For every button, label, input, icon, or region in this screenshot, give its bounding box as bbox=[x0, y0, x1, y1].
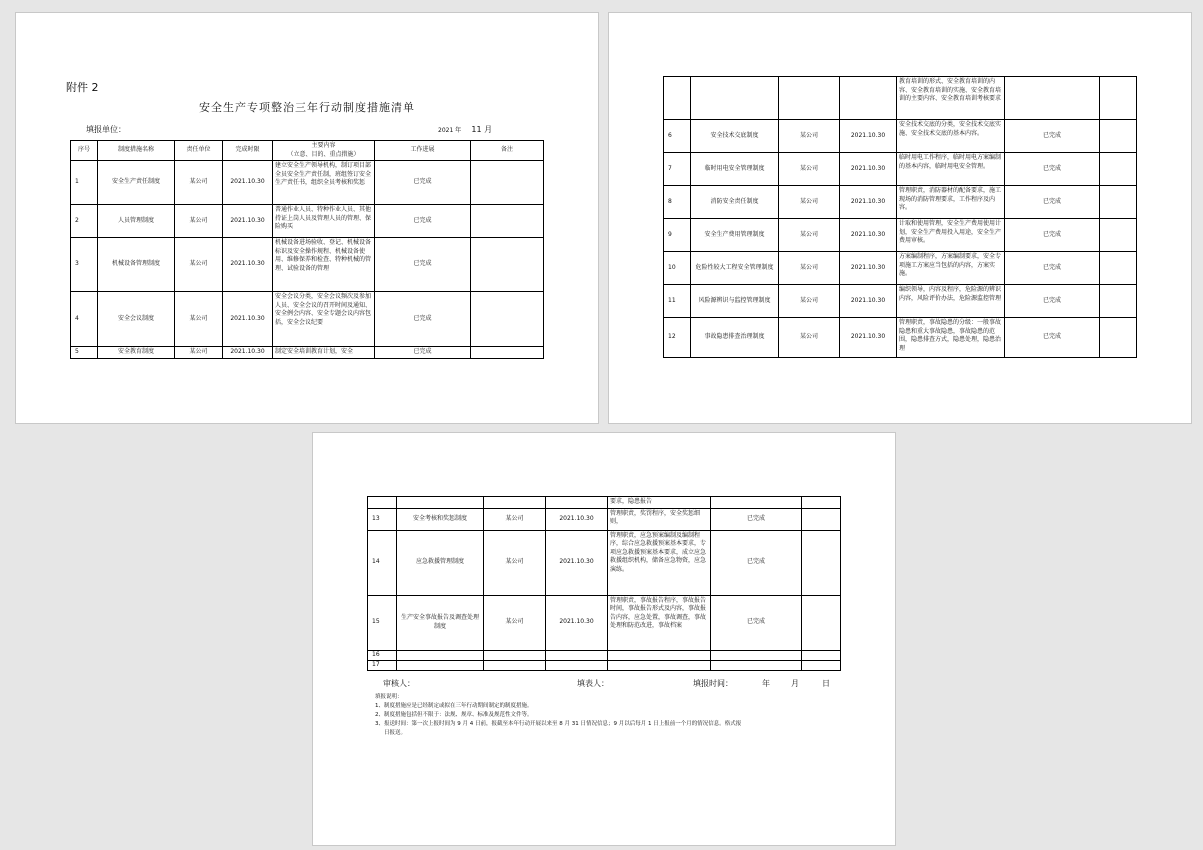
row-seq: 14 bbox=[368, 530, 397, 595]
document-page-2 bbox=[608, 12, 1192, 424]
row-responsible-unit: 某公司 bbox=[175, 292, 223, 347]
row-seq: 4 bbox=[71, 292, 98, 347]
row-remark bbox=[471, 292, 544, 347]
row-measure-name: 消防安全责任制度 bbox=[691, 186, 779, 219]
row-measure-name: 机械设备管理制度 bbox=[98, 238, 175, 292]
row-deadline bbox=[546, 497, 608, 509]
table-row bbox=[71, 292, 544, 347]
row-seq: 16 bbox=[368, 650, 397, 660]
row-seq: 3 bbox=[71, 238, 98, 292]
day-label: 日 bbox=[822, 679, 830, 688]
row-responsible-unit bbox=[484, 497, 546, 509]
row-main-content: 方案编制程序，方案编制要求，安全专项施工方案应当包括的内容，方案实施。 bbox=[897, 252, 1005, 285]
note-line: 2、制度措施包括但不限于：法规、规章、标准及规范性文件等。 bbox=[375, 712, 533, 718]
table-row bbox=[664, 186, 1137, 219]
filling-month: 11 月 bbox=[471, 125, 493, 134]
row-responsible-unit bbox=[484, 660, 546, 670]
header-dept: 责任单位 bbox=[175, 141, 223, 161]
row-seq: 6 bbox=[664, 120, 691, 153]
row-deadline: 2021.10.30 bbox=[223, 238, 273, 292]
row-remark bbox=[802, 660, 841, 670]
row-progress bbox=[711, 497, 802, 509]
row-measure-name: 人员管理制度 bbox=[98, 205, 175, 238]
row-measure-name bbox=[691, 77, 779, 120]
table-row bbox=[664, 252, 1137, 285]
row-remark bbox=[471, 238, 544, 292]
year-label: 年 bbox=[762, 679, 770, 688]
row-measure-name: 风险源辨识与监控管理制度 bbox=[691, 285, 779, 318]
row-responsible-unit: 某公司 bbox=[779, 285, 840, 318]
reviewer-label: 审核人： bbox=[383, 679, 415, 688]
row-remark bbox=[471, 347, 544, 359]
row-measure-name bbox=[397, 650, 484, 660]
row-progress: 已完成 bbox=[1005, 186, 1100, 219]
filling-instructions bbox=[375, 693, 855, 738]
table-row bbox=[71, 347, 544, 359]
row-main-content: 编织领导，内容及程序，危险源的辨识内容，风险评价办法，危险源监控管理 bbox=[897, 285, 1005, 318]
row-seq: 2 bbox=[71, 205, 98, 238]
row-remark bbox=[1100, 153, 1137, 186]
row-responsible-unit: 某公司 bbox=[779, 186, 840, 219]
row-main-content: 建立安全生产领导机构，制订项目部全员安全生产责任制，班组签订安全生产责任书，组织全员考核和奖惩 bbox=[273, 161, 375, 205]
row-seq: 7 bbox=[664, 153, 691, 186]
header-content-line2: （立意、目的、重点措施） bbox=[287, 150, 360, 158]
row-measure-name: 生产安全事故报告及调查处理制度 bbox=[397, 595, 484, 650]
row-progress: 已完成 bbox=[1005, 153, 1100, 186]
row-responsible-unit: 某公司 bbox=[484, 508, 546, 530]
row-remark bbox=[1100, 120, 1137, 153]
row-measure-name: 安全考核和奖惩制度 bbox=[397, 508, 484, 530]
row-progress: 已完成 bbox=[711, 508, 802, 530]
row-remark bbox=[1100, 186, 1137, 219]
table-row bbox=[368, 530, 841, 595]
row-main-content: 教育培训的形式、安全教育培训的内容、安全教育培训的实施、安全教育培训的主要内容、安全教育培训考核要求 bbox=[897, 77, 1005, 120]
annex-label: 附件 2 bbox=[66, 81, 99, 94]
header-progress: 工作进展 bbox=[375, 141, 471, 161]
row-progress bbox=[711, 650, 802, 660]
row-main-content: 管理职责，事故报告程序，事故报告时间，事故报告形式及内容，事故报告内容，应急处置，事故调查，事故处理和防范改进，事故档案 bbox=[608, 595, 711, 650]
row-seq: 12 bbox=[664, 318, 691, 358]
row-remark bbox=[471, 205, 544, 238]
row-responsible-unit: 某公司 bbox=[779, 219, 840, 252]
row-deadline: 2021.10.30 bbox=[840, 120, 897, 153]
row-progress bbox=[711, 660, 802, 670]
row-seq: 15 bbox=[368, 595, 397, 650]
row-seq: 11 bbox=[664, 285, 691, 318]
row-responsible-unit: 某公司 bbox=[779, 120, 840, 153]
row-responsible-unit: 某公司 bbox=[175, 205, 223, 238]
row-remark bbox=[1100, 252, 1137, 285]
row-responsible-unit: 某公司 bbox=[484, 595, 546, 650]
measures-table-part-2 bbox=[663, 76, 1137, 358]
row-seq: 10 bbox=[664, 252, 691, 285]
row-main-content: 安全技术交底的分类，安全技术交底实施、安全技术交底的基本内容。 bbox=[897, 120, 1005, 153]
row-deadline: 2021.10.30 bbox=[546, 530, 608, 595]
measures-table-part-1 bbox=[70, 140, 544, 359]
row-main-content bbox=[608, 660, 711, 670]
row-seq: 5 bbox=[71, 347, 98, 359]
header-content bbox=[273, 141, 375, 161]
header-time: 完成时限 bbox=[223, 141, 273, 161]
row-remark bbox=[1100, 77, 1137, 120]
row-deadline: 2021.10.30 bbox=[840, 318, 897, 358]
row-main-content: 机械设备进场验收、登记、机械设备标识及安全操作规程、机械设备使用、维修保养和检查、特种机械的管理、试验设备的管理 bbox=[273, 238, 375, 292]
row-responsible-unit: 某公司 bbox=[175, 347, 223, 359]
row-main-content: 管理职责，消防器材的配备要求，施工现场的消防管理要求，工作程序及内容。 bbox=[897, 186, 1005, 219]
row-remark bbox=[1100, 219, 1137, 252]
table-row bbox=[368, 497, 841, 509]
row-measure-name: 应急救援管理制度 bbox=[397, 530, 484, 595]
row-measure-name: 安全会议制度 bbox=[98, 292, 175, 347]
row-progress: 已完成 bbox=[375, 161, 471, 205]
filling-date bbox=[438, 124, 492, 135]
row-deadline bbox=[840, 77, 897, 120]
document-title: 安全生产专项整治三年行动制度措施清单 bbox=[199, 101, 415, 114]
table-header-row bbox=[71, 141, 544, 161]
row-deadline: 2021.10.30 bbox=[840, 252, 897, 285]
month-label: 月 bbox=[791, 679, 799, 688]
filler-label: 填表人： bbox=[577, 679, 609, 688]
row-remark bbox=[1100, 318, 1137, 358]
filling-year: 2021 年 bbox=[438, 127, 462, 134]
row-remark bbox=[471, 161, 544, 205]
row-deadline bbox=[546, 660, 608, 670]
row-seq: 9 bbox=[664, 219, 691, 252]
row-progress: 已完成 bbox=[1005, 120, 1100, 153]
row-measure-name: 事故隐患排查治理制度 bbox=[691, 318, 779, 358]
row-measure-name: 安全生产责任制度 bbox=[98, 161, 175, 205]
table-row bbox=[71, 161, 544, 205]
table-row bbox=[368, 508, 841, 530]
measures-table-part-3 bbox=[367, 496, 841, 671]
row-responsible-unit bbox=[779, 77, 840, 120]
row-measure-name: 安全教育制度 bbox=[98, 347, 175, 359]
table-row bbox=[71, 238, 544, 292]
row-progress: 已完成 bbox=[375, 238, 471, 292]
table-row bbox=[664, 318, 1137, 358]
note-line: 1、制度措施应是已经制定或拟在三年行动期间制定的制度措施。 bbox=[375, 703, 533, 709]
notes-title: 填报说明： bbox=[375, 694, 403, 700]
row-progress: 已完成 bbox=[375, 292, 471, 347]
row-remark bbox=[802, 530, 841, 595]
row-main-content: 制定安全培训教育计划，安全 bbox=[273, 347, 375, 359]
row-main-content: 管理职责，应急预案编制及编制程序，综合应急救援预案基本要求，专项应急救援预案基本要求，成立应急救援组织机构，储备应急物资，应急演练。 bbox=[608, 530, 711, 595]
row-progress: 已完成 bbox=[711, 595, 802, 650]
row-progress: 已完成 bbox=[1005, 318, 1100, 358]
table-row bbox=[664, 77, 1137, 120]
table-row bbox=[664, 219, 1137, 252]
row-measure-name bbox=[397, 497, 484, 509]
row-remark bbox=[802, 497, 841, 509]
row-main-content: 管理职责，奖罚程序，安全奖惩细则， bbox=[608, 508, 711, 530]
row-measure-name: 安全生产费用管理制度 bbox=[691, 219, 779, 252]
row-progress: 已完成 bbox=[375, 347, 471, 359]
row-measure-name: 临时用电安全管理制度 bbox=[691, 153, 779, 186]
row-remark bbox=[802, 650, 841, 660]
row-seq bbox=[368, 497, 397, 509]
row-progress: 已完成 bbox=[711, 530, 802, 595]
row-deadline: 2021.10.30 bbox=[223, 161, 273, 205]
row-remark bbox=[802, 508, 841, 530]
row-responsible-unit: 某公司 bbox=[484, 530, 546, 595]
row-seq: 13 bbox=[368, 508, 397, 530]
row-deadline: 2021.10.30 bbox=[223, 292, 273, 347]
header-seq: 序号 bbox=[71, 141, 98, 161]
row-main-content: 安全会议分类，安全会议频次及参加人员、安全会议的召开时间及通知、安全例会内容、安全专题会议内容包括，安全会议纪要 bbox=[273, 292, 375, 347]
row-responsible-unit: 某公司 bbox=[779, 318, 840, 358]
header-name: 制度措施名称 bbox=[98, 141, 175, 161]
table-row bbox=[664, 120, 1137, 153]
row-main-content: 计取和使用管理，安全生产费用使用计划，安全生产费用投入用途，安全生产费用审核。 bbox=[897, 219, 1005, 252]
row-progress bbox=[1005, 77, 1100, 120]
row-deadline: 2021.10.30 bbox=[223, 205, 273, 238]
row-seq: 8 bbox=[664, 186, 691, 219]
row-main-content: 要求，隐患报告 bbox=[608, 497, 711, 509]
document-page-1 bbox=[15, 12, 599, 424]
row-progress: 已完成 bbox=[1005, 219, 1100, 252]
row-responsible-unit: 某公司 bbox=[175, 161, 223, 205]
table-row bbox=[71, 205, 544, 238]
row-deadline: 2021.10.30 bbox=[546, 595, 608, 650]
row-deadline: 2021.10.30 bbox=[840, 153, 897, 186]
row-responsible-unit: 某公司 bbox=[779, 252, 840, 285]
row-responsible-unit: 某公司 bbox=[779, 153, 840, 186]
table-row bbox=[368, 595, 841, 650]
row-responsible-unit: 某公司 bbox=[175, 238, 223, 292]
row-progress: 已完成 bbox=[1005, 285, 1100, 318]
filling-unit-label: 填报单位： bbox=[86, 125, 126, 134]
filled-time-label: 填报时间： bbox=[693, 679, 733, 688]
table-row bbox=[664, 153, 1137, 186]
row-seq bbox=[664, 77, 691, 120]
table-row bbox=[368, 660, 841, 670]
row-seq: 1 bbox=[71, 161, 98, 205]
row-main-content: 临时用电工作程序，临时用电方案编制的基本内容，临时用电安全管理。 bbox=[897, 153, 1005, 186]
row-responsible-unit bbox=[484, 650, 546, 660]
row-deadline bbox=[546, 650, 608, 660]
row-progress: 已完成 bbox=[375, 205, 471, 238]
row-deadline: 2021.10.30 bbox=[546, 508, 608, 530]
note-line-continued: 日报送。 bbox=[384, 730, 407, 736]
row-progress: 已完成 bbox=[1005, 252, 1100, 285]
row-measure-name bbox=[397, 660, 484, 670]
table-row bbox=[664, 285, 1137, 318]
row-main-content: 管理职责，事故隐患的分级：一般事故隐患和重大事故隐患，事故隐患的范围，隐患排查方式，隐患处理，隐患治理 bbox=[897, 318, 1005, 358]
header-remark: 备注 bbox=[471, 141, 544, 161]
row-deadline: 2021.10.30 bbox=[840, 285, 897, 318]
header-content-line1: 主要内容 bbox=[311, 142, 336, 149]
row-deadline: 2021.10.30 bbox=[840, 186, 897, 219]
row-remark bbox=[802, 595, 841, 650]
row-remark bbox=[1100, 285, 1137, 318]
row-main-content: 普通作业人员、特种作业人员、其他持证上岗人员及管理人员的管理、保险购买 bbox=[273, 205, 375, 238]
row-main-content bbox=[608, 650, 711, 660]
row-deadline: 2021.10.30 bbox=[223, 347, 273, 359]
row-measure-name: 安全技术交底制度 bbox=[691, 120, 779, 153]
note-line: 3、报送时间：第一次上报时间为 9 月 4 日前，报截至本年行动开展以来至 8 月 31 日情况信息；9 月以后每月 1 日上报前一个月的情况信息。格式报 bbox=[375, 721, 742, 727]
document-page-3 bbox=[312, 432, 896, 846]
row-seq: 17 bbox=[368, 660, 397, 670]
row-measure-name: 危险性较大工程安全管理制度 bbox=[691, 252, 779, 285]
table-row bbox=[368, 650, 841, 660]
row-deadline: 2021.10.30 bbox=[840, 219, 897, 252]
